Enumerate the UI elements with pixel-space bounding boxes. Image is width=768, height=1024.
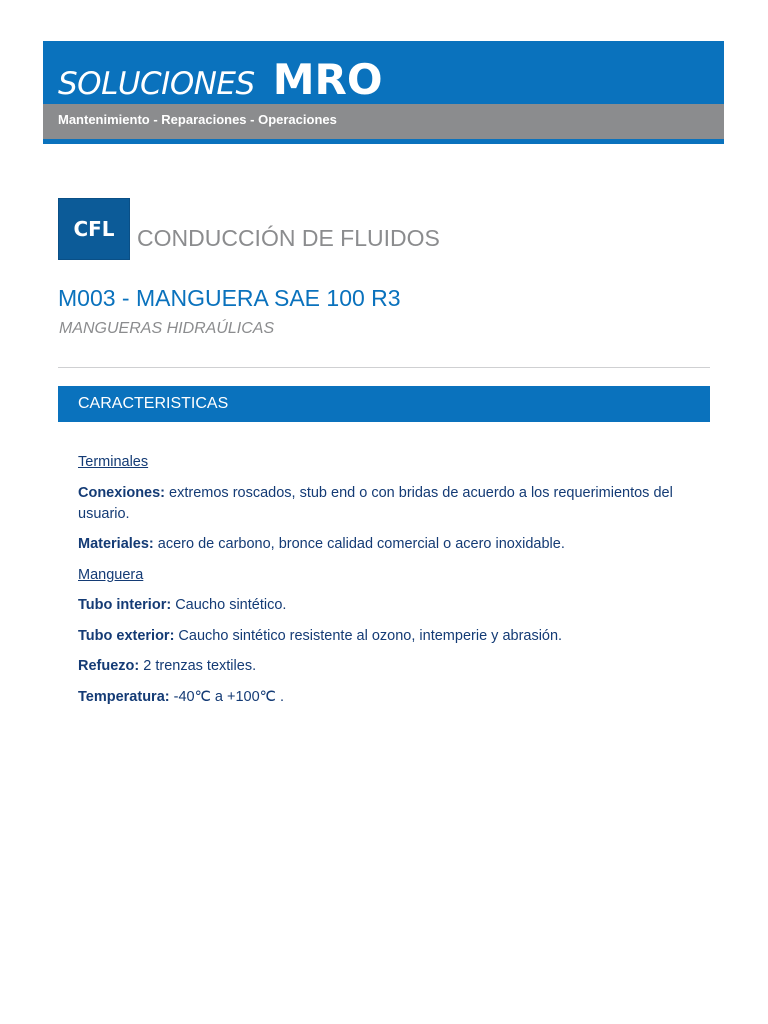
tagline-bar — [43, 104, 724, 139]
product-subtitle: MANGUERAS HIDRAÚLICAS — [59, 320, 275, 337]
product-title: M003 - MANGUERA SAE 100 R3 — [58, 285, 401, 311]
brand-logo — [58, 55, 383, 103]
temperatura-value: -40℃ a +100℃ . — [169, 688, 284, 705]
refuerzo-value: 2 trenzas textiles. — [139, 658, 257, 674]
temperatura-row — [78, 687, 678, 708]
conexiones-value: extremos roscados, stub end o con bridas de acuerdo a los requerimientos del usuario. — [78, 484, 673, 522]
category-badge — [58, 198, 130, 260]
tubo-interior-value: Caucho sintético. — [171, 597, 287, 613]
brand-logo-light-text: SOLUCIONES — [58, 66, 255, 102]
materiales-label: Materiales: — [78, 536, 154, 552]
category-badge-label: CFL — [73, 217, 115, 241]
tagline: Mantenimiento - Reparaciones - Operaciones — [58, 112, 337, 127]
tubo-interior-label: Tubo interior: — [78, 597, 172, 613]
tubo-exterior-label: Tubo exterior: — [78, 627, 175, 644]
page-header — [43, 41, 724, 144]
characteristics-content — [78, 452, 678, 717]
terminales-heading: Terminales — [78, 454, 149, 470]
conexiones-row — [78, 483, 678, 525]
tubo-interior-row — [78, 595, 678, 616]
divider — [58, 367, 710, 368]
tubo-exterior-row — [78, 626, 678, 647]
section-title: CARACTERISTICAS — [78, 395, 229, 412]
refuerzo-row — [78, 656, 678, 677]
materiales-value: acero de carbono, bronce calidad comercial o acero inoxidable. — [153, 536, 565, 552]
temperatura-label: Temperatura: — [78, 688, 170, 705]
section-header — [58, 386, 710, 422]
conexiones-label: Conexiones: — [78, 484, 166, 501]
manguera-heading: Manguera — [78, 566, 144, 583]
tubo-exterior-value: Caucho sintético resistente al ozono, intemperie y abrasión. — [174, 627, 563, 644]
category-title: CONDUCCIÓN DE FLUIDOS — [137, 225, 440, 251]
refuerzo-label: Refuezo: — [78, 658, 140, 674]
brand-logo-bold-text: MRO — [272, 55, 383, 104]
materiales-row — [78, 534, 678, 555]
